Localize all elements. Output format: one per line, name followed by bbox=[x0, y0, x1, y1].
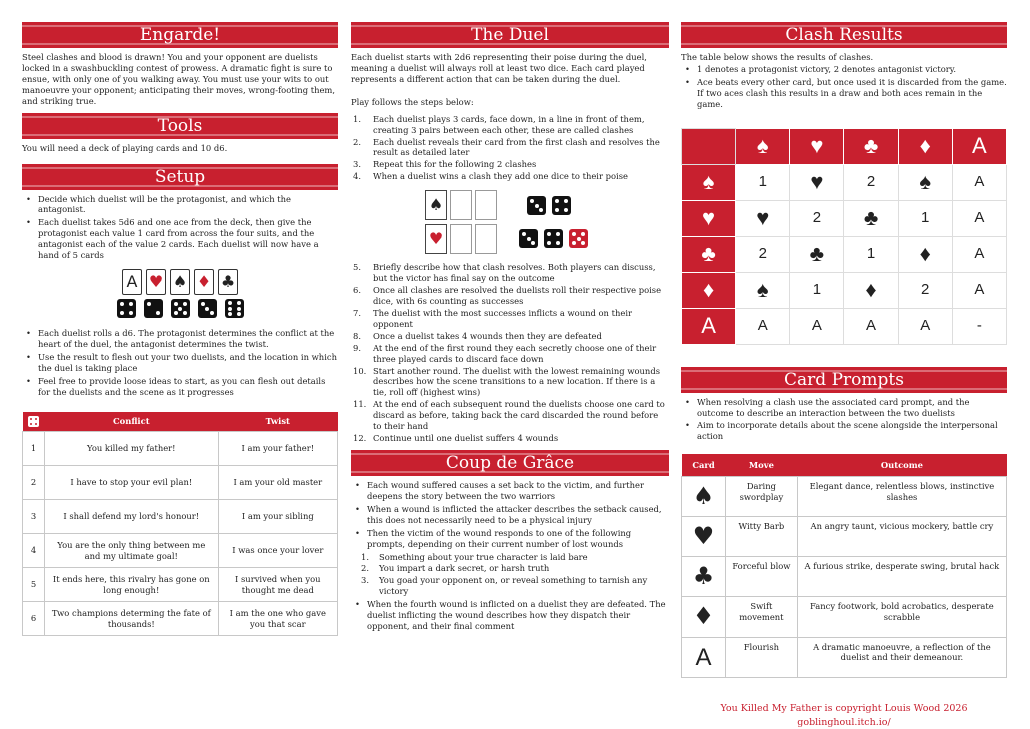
diamond-icon: ♦ bbox=[898, 236, 952, 272]
twist-cell: I survived when you thought me dead bbox=[218, 568, 337, 602]
list-item: 2. You impart a dark secret, or harsh truth bbox=[361, 563, 550, 574]
list-item: • When the fourth wound is inflicted on a duelist they are defeated. The duelist inflicting the wound describes how they dispatch their opponent, and their final comment bbox=[351, 599, 669, 632]
prompts-heading: Card Prompts bbox=[681, 367, 1007, 393]
outcome-cell: An angry taunt, vicious mockery, battle cry bbox=[797, 516, 1006, 556]
tools-text: You will need a deck of playing cards and 10 d6. bbox=[22, 142, 228, 153]
row-number: 5 bbox=[23, 568, 45, 602]
heart-icon: ♥ bbox=[790, 128, 844, 164]
clash-results-table bbox=[681, 128, 1007, 345]
twist-cell: I was once your lover bbox=[218, 534, 337, 568]
list-item: 3. You goad your opponent on, or reveal something to tarnish any victory bbox=[361, 575, 648, 597]
list-item: • Each duelist takes 5d6 and one ace from the deck, then give the protagonist each value 1 card from across the four suits, and the antagonist each of the value 2 cards. Each duelist will now have a hand of 5 cards bbox=[22, 217, 338, 261]
table-row bbox=[23, 602, 338, 636]
table-row bbox=[682, 516, 1007, 556]
die-icon bbox=[552, 196, 571, 215]
heart-icon: ♥ bbox=[790, 164, 844, 200]
die-icon bbox=[28, 416, 39, 427]
move-cell: Swift movement bbox=[726, 597, 798, 637]
spade-icon: ♠ bbox=[736, 128, 790, 164]
spade-icon: ♠ bbox=[682, 164, 736, 200]
list-item: 5. Briefly describe how that clash resolves. Both players can discuss, but the victor has final say on the outcome bbox=[353, 262, 656, 284]
result-cell: A bbox=[844, 308, 898, 344]
list-item: 2. Each duelist reveals their card from the first clash and resolves the result as detailed later bbox=[353, 136, 660, 158]
conflict-cell: It ends here, this rivalry has gone on long enough! bbox=[45, 568, 219, 602]
list-item: 10. Start another round. The duelist with the lowest remaining wounds describes how the scene transitions to a new location. If there is a tie, roll off (highest wins) bbox=[353, 365, 660, 398]
conflict-cell: You are the only thing between me and my ultimate goal! bbox=[45, 534, 219, 568]
twist-cell: I am your sibling bbox=[218, 500, 337, 534]
club-icon: ♣ bbox=[682, 236, 736, 272]
engarde-heading: Engarde! bbox=[22, 22, 338, 48]
clash-list bbox=[681, 64, 1007, 110]
list-item: 12. Continue until one duelist suffers 4 wounds bbox=[353, 433, 559, 444]
table-row bbox=[682, 476, 1007, 516]
heart-card: ♥ bbox=[146, 269, 166, 295]
table-row bbox=[23, 432, 338, 466]
result-cell: A bbox=[736, 308, 790, 344]
result-cell: 1 bbox=[844, 236, 898, 272]
die-icon bbox=[544, 229, 563, 248]
move-cell: Forceful blow bbox=[726, 557, 798, 597]
move-header: Move bbox=[726, 454, 798, 476]
clash-slots bbox=[425, 190, 497, 254]
blank-card bbox=[475, 190, 497, 220]
table-row bbox=[682, 200, 1007, 236]
conflict-cell: I have to stop your evil plan! bbox=[45, 466, 219, 500]
duel-steps-intro: Play follows the steps below: bbox=[351, 96, 474, 107]
result-cell: - bbox=[952, 308, 1006, 344]
result-cell: 1 bbox=[736, 164, 790, 200]
list-item: 7. The duelist with the most successes inflicts a wound on their opponent bbox=[353, 307, 633, 329]
list-item: • Then the victim of the wound responds to one of the following prompts, depending on their current number of lost wounds bbox=[351, 528, 669, 550]
table-row bbox=[682, 272, 1007, 308]
ace-icon: A bbox=[952, 128, 1006, 164]
die-icon bbox=[144, 299, 163, 318]
column-middle bbox=[351, 22, 669, 636]
list-item: • When a wound is inflicted the attacker describes the setback caused, this does not necessarily need to be a physical injury bbox=[351, 504, 669, 526]
list-item: • Each wound suffered causes a set back to the victim, and further deepens the story between the two warriors bbox=[351, 480, 669, 502]
list-item: 8. Once a duelist takes 4 wounds then they are defeated bbox=[353, 330, 602, 341]
twist-cell: I am your father! bbox=[218, 432, 337, 466]
clash-heading: Clash Results bbox=[681, 22, 1007, 48]
coup-list-end bbox=[351, 599, 669, 632]
duel-intro: Each duelist starts with 2d6 representing their poise during the duel, meaning a duelist will always roll at least two dice. Each card played represents a different action that can be taken during the duel. bbox=[351, 52, 647, 84]
outcome-cell: A dramatic manoeuvre, a reflection of the duelist and their demeanour. bbox=[797, 637, 1006, 677]
result-cell: 2 bbox=[790, 200, 844, 236]
tools-heading: Tools bbox=[22, 113, 338, 139]
list-item: 11. At the end of each subsequent round the duelists choose one card to discard as before, taking back the card discarded the round before to their hand bbox=[353, 399, 665, 432]
ace-icon: A bbox=[682, 637, 726, 677]
list-item: 6. Once all clashes are resolved the duelists roll their respective poise dice, with 6s counting as successes bbox=[353, 285, 662, 306]
spade-icon: ♠ bbox=[898, 164, 952, 200]
outcome-cell: A furious strike, desperate swing, brutal hack bbox=[797, 557, 1006, 597]
conflict-cell: Two champions determing the fate of thousands! bbox=[45, 602, 219, 636]
result-cell: A bbox=[790, 308, 844, 344]
result-cell: A bbox=[898, 308, 952, 344]
conflict-header: Conflict bbox=[45, 412, 219, 432]
copyright-text: You Killed My Father is copyright Louis Wood 2026 bbox=[720, 702, 968, 714]
conflict-cell: You killed my father! bbox=[45, 432, 219, 466]
die-icon bbox=[225, 299, 244, 318]
list-item: • Use the result to flesh out your two duelists, and the location in which the duel is taking place bbox=[22, 352, 338, 374]
result-cell: A bbox=[952, 272, 1006, 308]
die-icon bbox=[519, 229, 538, 248]
list-item: • When resolving a clash use the associated card prompt, and the outcome to describe an interaction between the two duelists bbox=[681, 397, 1007, 419]
card-header: Card bbox=[682, 454, 726, 476]
move-cell: Daring swordplay bbox=[726, 476, 798, 516]
list-item: 9. At the end of the first round they each secretly choose one of their three played cards to discard face down bbox=[353, 342, 657, 364]
list-item: • Decide which duelist will be the protagonist, and which the antagonist. bbox=[22, 194, 338, 216]
poise-dice bbox=[519, 196, 588, 248]
clash-intro: The table below shows the results of clashes. bbox=[681, 52, 874, 62]
spade-icon: ♠ bbox=[736, 272, 790, 308]
list-item: 1. Each duelist plays 3 cards, face down, in a line in front of them, creating 3 pairs between each other, these are called clashes bbox=[353, 113, 645, 135]
setup-list-2 bbox=[22, 328, 338, 398]
club-icon: ♣ bbox=[682, 557, 726, 597]
list-item: • Each duelist rolls a d6. The protagonist determines the conflict at the heart of the duel, the antagonist determines the twist. bbox=[22, 328, 338, 350]
twist-header: Twist bbox=[218, 412, 337, 432]
outcome-cell: Elegant dance, relentless blows, instinctive slashes bbox=[797, 476, 1006, 516]
table-row bbox=[23, 466, 338, 500]
column-right bbox=[681, 22, 1007, 729]
club-icon: ♣ bbox=[844, 128, 898, 164]
club-card: ♣ bbox=[218, 269, 238, 295]
ace-card: A bbox=[122, 269, 142, 295]
table-row bbox=[682, 164, 1007, 200]
diamond-icon: ♦ bbox=[898, 128, 952, 164]
spade-card: ♠ bbox=[170, 269, 190, 295]
table-row bbox=[682, 597, 1007, 637]
table-row bbox=[682, 637, 1007, 677]
ace-icon: A bbox=[682, 308, 736, 344]
table-row bbox=[23, 500, 338, 534]
wound-prompts bbox=[351, 552, 669, 598]
list-item: • 1 denotes a protagonist victory, 2 denotes antagonist victory. bbox=[681, 64, 1007, 75]
twist-cell: I am the one who gave you that scar bbox=[218, 602, 337, 636]
result-cell: A bbox=[952, 236, 1006, 272]
list-item: • Aim to incorporate details about the scene alongside the interpersonal action bbox=[681, 420, 1007, 442]
blank-card bbox=[450, 190, 472, 220]
blank-card bbox=[475, 224, 497, 254]
heart-icon: ♥ bbox=[736, 200, 790, 236]
club-icon: ♣ bbox=[844, 200, 898, 236]
prompts-list bbox=[681, 397, 1007, 443]
row-number: 1 bbox=[23, 432, 45, 466]
setup-heading: Setup bbox=[22, 164, 338, 190]
diamond-icon: ♦ bbox=[682, 272, 736, 308]
die-icon bbox=[527, 196, 546, 215]
added-die-icon bbox=[569, 229, 588, 248]
conflict-cell: I shall defend my lord's honour! bbox=[45, 500, 219, 534]
starting-hand bbox=[22, 269, 338, 295]
result-cell: 2 bbox=[898, 272, 952, 308]
duel-heading: The Duel bbox=[351, 22, 669, 48]
diamond-icon: ♦ bbox=[682, 597, 726, 637]
list-item: • Feel free to provide loose ideas to start, as you can flesh out details for the duelists and the scene as it progresses bbox=[22, 376, 338, 398]
site-link[interactable]: goblinghoul.itch.io/ bbox=[797, 716, 891, 728]
twist-cell: I am your old master bbox=[218, 466, 337, 500]
result-cell: 2 bbox=[844, 164, 898, 200]
row-number: 6 bbox=[23, 602, 45, 636]
table-row bbox=[682, 308, 1007, 344]
heart-icon: ♥ bbox=[682, 200, 736, 236]
die-icon bbox=[171, 299, 190, 318]
heart-card: ♥ bbox=[425, 224, 447, 254]
spade-card: ♠ bbox=[425, 190, 447, 220]
club-icon: ♣ bbox=[790, 236, 844, 272]
conflict-table bbox=[22, 412, 338, 637]
die-icon bbox=[117, 299, 136, 318]
card-prompts-table bbox=[681, 454, 1007, 677]
result-cell: 1 bbox=[898, 200, 952, 236]
outcome-header: Outcome bbox=[797, 454, 1006, 476]
starting-dice bbox=[22, 299, 338, 318]
diamond-icon: ♦ bbox=[844, 272, 898, 308]
result-cell: A bbox=[952, 200, 1006, 236]
list-item: 1. Something about your true character is laid bare bbox=[361, 551, 588, 562]
table-row bbox=[682, 557, 1007, 597]
move-cell: Flourish bbox=[726, 637, 798, 677]
table-row bbox=[23, 534, 338, 568]
row-number: 2 bbox=[23, 466, 45, 500]
engarde-text: Steel clashes and blood is drawn! You and your opponent are duelists locked in a swashbuckling contest of prowess. A dramatic fight is sure to ensue, with only one of you walking away. You must use your wits to out manoeuvre your opponent; anticipating their moves, wrong-footing them, and striking true. bbox=[22, 52, 336, 106]
setup-list-1 bbox=[22, 194, 338, 262]
spade-icon: ♠ bbox=[682, 476, 726, 516]
result-cell: 2 bbox=[736, 236, 790, 272]
duel-steps-a bbox=[351, 114, 669, 183]
row-number: 3 bbox=[23, 500, 45, 534]
move-cell: Witty Barb bbox=[726, 516, 798, 556]
result-cell: A bbox=[952, 164, 1006, 200]
column-left bbox=[22, 22, 338, 636]
row-number: 4 bbox=[23, 534, 45, 568]
table-row bbox=[682, 236, 1007, 272]
footer bbox=[681, 702, 1007, 729]
list-item: • Ace beats every other card, but once used it is discarded from the game. If two aces clash this results in a draw and both aces remain in the game. bbox=[681, 77, 1007, 110]
outcome-cell: Fancy footwork, bold acrobatics, desperate scrabble bbox=[797, 597, 1006, 637]
d6-header bbox=[23, 412, 45, 432]
duel-steps-b bbox=[351, 262, 669, 444]
list-item: 3. Repeat this for the following 2 clashes bbox=[353, 159, 537, 170]
heart-icon: ♥ bbox=[682, 516, 726, 556]
list-item: 4. When a duelist wins a clash they add one dice to their poise bbox=[353, 171, 628, 182]
blank-card bbox=[450, 224, 472, 254]
die-icon bbox=[198, 299, 217, 318]
coup-list bbox=[351, 480, 669, 550]
diamond-card: ♦ bbox=[194, 269, 214, 295]
clash-illustration bbox=[425, 190, 669, 254]
coup-heading: Coup de Grâce bbox=[351, 450, 669, 476]
corner-cell bbox=[682, 128, 736, 164]
result-cell: 1 bbox=[790, 272, 844, 308]
table-row bbox=[23, 568, 338, 602]
